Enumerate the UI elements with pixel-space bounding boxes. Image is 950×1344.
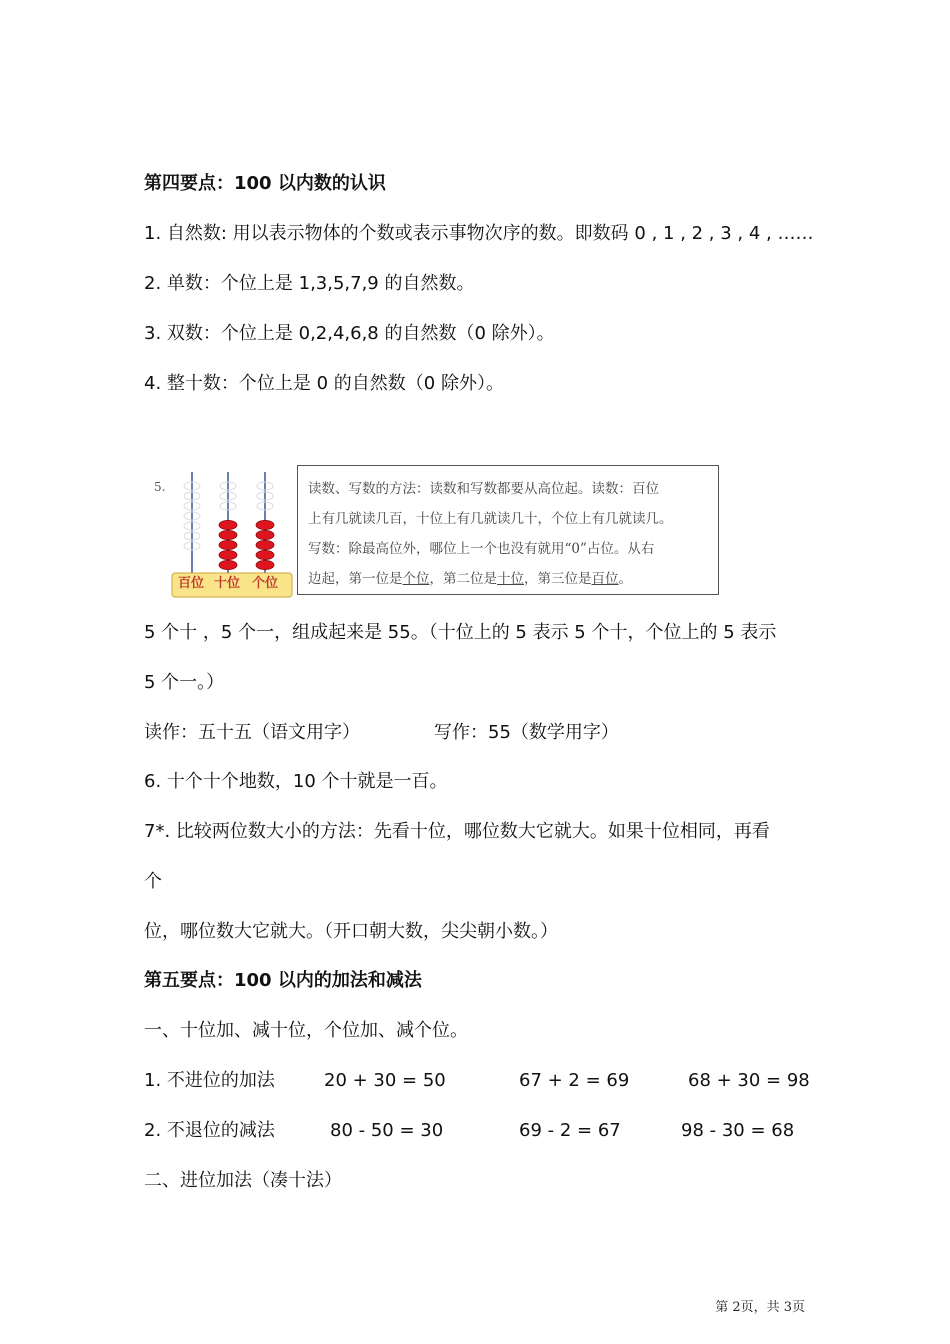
example-line-2: 5 个一。）: [144, 672, 225, 693]
bead-tens: [219, 560, 237, 569]
row2-eq-1: 80 - 50 = 30: [330, 1120, 444, 1141]
bead-tens: [219, 520, 237, 529]
note-line-2: 上有几就读几百，十位上有几就读几十，个位上有几就读几。: [308, 511, 673, 527]
section4-item-3: 3. 双数：个位上是 0,2,4,6,8 的自然数（0 除外）。: [144, 323, 555, 344]
bead-tens: [219, 540, 237, 549]
label-tens: 十位: [214, 576, 241, 591]
section5-sub-2: 二、进位加法（凑十法）: [144, 1170, 342, 1191]
item-7-line-3: 位，哪位数大它就大。（开口朝大数，尖尖朝小数。）: [144, 921, 558, 942]
label-hundreds: 百位: [178, 576, 205, 591]
figure-number: 5.: [154, 480, 166, 494]
note-line-1: 读数、写数的方法：读数和写数都要从高位起。读数：百位: [308, 481, 659, 497]
underlined-tens-place: 十位: [497, 571, 524, 587]
section4-item-1: 1. 自然数: 用以表示物体的个数或表示事物次序的数。即数码 0 , 1 , 2 , 3 , 4 , ……: [144, 223, 814, 244]
underlined-ones-place: 个位: [402, 571, 430, 587]
item-7-line-1: 7*. 比较两位数大小的方法：先看十位，哪位数大它就大。如果十位相同，再看: [144, 821, 770, 842]
abacus-figure: [150, 466, 295, 600]
note-line-4: 边起，第一位是个位，第二位是十位，第三位是百位。: [308, 571, 632, 587]
example-read: 读作：五十五（语文用字）: [144, 722, 360, 743]
bead-ones: [256, 520, 274, 529]
row1-label: 1. 不进位的加法: [144, 1070, 275, 1091]
example-write: 写作：55（数学用字）: [434, 722, 619, 743]
bead-tens: [219, 530, 237, 539]
bead-ones: [256, 530, 274, 539]
row1-eq-1: 20 + 30 = 50: [324, 1070, 446, 1091]
row2-eq-2: 69 - 2 = 67: [519, 1120, 621, 1141]
label-ones: 个位: [252, 576, 279, 591]
bead-ones: [256, 540, 274, 549]
row1-eq-3: 68 + 30 = 98: [688, 1070, 810, 1091]
reading-writing-note: [297, 465, 719, 595]
note-line-3: 写数：除最高位外，哪位上一个也没有就用“0”占位。从右: [308, 541, 655, 557]
section4-item-4: 4. 整十数：个位上是 0 的自然数（0 除外）。: [144, 373, 504, 394]
section4-title: 第四要点：100 以内数的认识: [144, 173, 386, 194]
section5-sub-1: 一、十位加、减十位，个位加、减个位。: [144, 1020, 468, 1041]
item-6: 6. 十个十个地数，10 个十就是一百。: [144, 771, 448, 792]
section5-title: 第五要点：100 以内的加法和减法: [144, 970, 422, 991]
abacus-beads: [219, 520, 274, 569]
bead-tens: [219, 550, 237, 559]
bead-ones: [256, 550, 274, 559]
row2-eq-3: 98 - 30 = 68: [681, 1120, 795, 1141]
item-7-line-2: 个: [144, 871, 162, 892]
page-footer: 第 2页，共 3页: [715, 1300, 805, 1315]
bead-ones: [256, 560, 274, 569]
underlined-hundreds-place: 百位: [591, 571, 619, 587]
section4-item-2: 2. 单数：个位上是 1,3,5,7,9 的自然数。: [144, 273, 475, 294]
row2-label: 2. 不退位的减法: [144, 1120, 275, 1141]
row1-eq-2: 67 + 2 = 69: [519, 1070, 630, 1091]
example-line-1: 5 个十 ，5 个一，组成起来是 55。（十位上的 5 表示 5 个十，个位上的 5 表示: [144, 622, 777, 643]
